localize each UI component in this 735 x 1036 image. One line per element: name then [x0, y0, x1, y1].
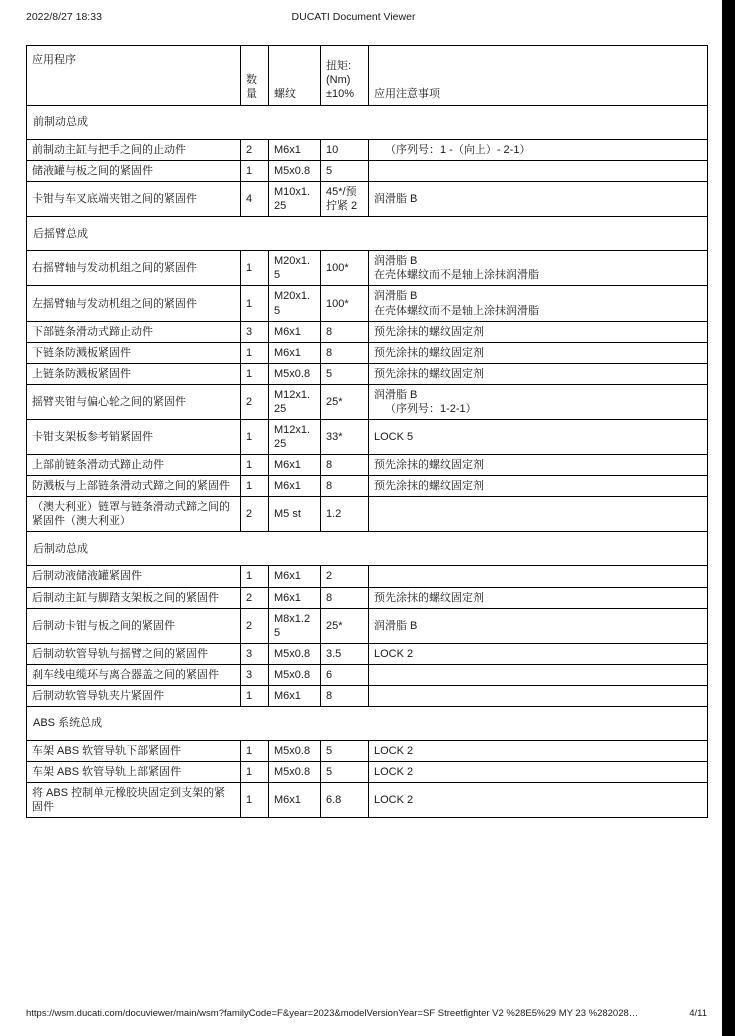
cell-quantity: 1	[241, 476, 269, 497]
column-header-torque	[321, 46, 369, 106]
column-header-quantity-line2: 量	[246, 87, 257, 100]
cell-notes-line1: 润滑脂 B	[374, 255, 418, 268]
table-row	[27, 476, 708, 497]
cell-application: 卡钳与车叉底端夹钳之间的紧固件	[27, 182, 241, 217]
cell-torque: 3.5	[321, 643, 369, 664]
cell-application: 左摇臂轴与发动机组之间的紧固件	[27, 286, 241, 321]
cell-torque: 8	[321, 342, 369, 363]
table-row	[27, 783, 708, 818]
cell-application: 后制动液储液罐紧固件	[27, 566, 241, 587]
cell-notes-line2: 在壳体螺纹而不是轴上涂抹润滑脂	[374, 269, 539, 282]
cell-notes-line1: LOCK 2	[374, 794, 414, 807]
table-row	[27, 286, 708, 321]
column-header-torque-line2: (Nm)	[326, 73, 351, 86]
cell-torque: 5	[321, 363, 369, 384]
table-row	[27, 497, 708, 532]
cell-torque: 6.8	[321, 783, 369, 818]
cell-torque: 8	[321, 321, 369, 342]
table-row	[27, 182, 708, 217]
cell-notes	[369, 321, 708, 342]
cell-quantity: 1	[241, 286, 269, 321]
cell-torque: 5	[321, 741, 369, 762]
cell-notes	[369, 140, 708, 161]
cell-application: 上链条防溅板紧固件	[27, 363, 241, 384]
cell-notes	[369, 587, 708, 608]
cell-quantity: 1	[241, 420, 269, 455]
cell-quantity: 1	[241, 363, 269, 384]
table-header-row	[27, 46, 708, 106]
cell-torque: 8	[321, 476, 369, 497]
table-section-row	[27, 217, 708, 251]
column-header-torque-line1: 扭矩:	[326, 59, 352, 72]
cell-torque: 25*	[321, 608, 369, 643]
torque-specification-table	[26, 45, 708, 818]
cell-application: 后制动软管导轨与摇臂之间的紧固件	[27, 643, 241, 664]
cell-notes-line1: 润滑脂 B	[374, 388, 418, 401]
cell-thread: M6x1	[269, 342, 321, 363]
table-row	[27, 251, 708, 286]
column-header-quantity-line1: 数	[246, 73, 257, 86]
table-row	[27, 363, 708, 384]
table-row	[27, 741, 708, 762]
cell-thread: M5x0.8	[269, 363, 321, 384]
cell-application: 卡钳支架板参考销紧固件	[27, 420, 241, 455]
cell-notes-line1: 预先涂抹的螺纹固定剂	[374, 591, 484, 604]
page-edge-gutter	[722, 0, 735, 1036]
cell-torque: 2	[321, 566, 369, 587]
cell-torque: 33*	[321, 420, 369, 455]
cell-thread: M8x1.25	[269, 608, 321, 643]
cell-application: 刹车线电缆环与离合器盖之间的紧固件	[27, 664, 241, 685]
cell-application: 摇臂夹钳与偏心轮之间的紧固件	[27, 384, 241, 419]
cell-notes-line1: 预先涂抹的螺纹固定剂	[374, 346, 484, 359]
cell-thread: M6x1	[269, 476, 321, 497]
table-row	[27, 587, 708, 608]
cell-quantity: 3	[241, 664, 269, 685]
column-header-notes: 应用注意事项	[369, 46, 708, 106]
cell-notes	[369, 664, 708, 685]
cell-application: 将 ABS 控制单元橡胶块固定到支架的紧固件	[27, 783, 241, 818]
cell-notes	[369, 685, 708, 706]
section-title: ABS 系统总成	[27, 707, 708, 741]
table-row	[27, 342, 708, 363]
cell-quantity: 2	[241, 608, 269, 643]
cell-notes	[369, 363, 708, 384]
print-date: 2022/8/27 18:33	[26, 11, 102, 23]
cell-torque: 5	[321, 762, 369, 783]
column-header-torque-line3: ±10%	[326, 87, 355, 100]
cell-application: 前制动主缸与把手之间的止动件	[27, 140, 241, 161]
cell-quantity: 2	[241, 140, 269, 161]
cell-torque: 1.2	[321, 497, 369, 532]
cell-quantity: 1	[241, 342, 269, 363]
cell-thread: M6x1	[269, 783, 321, 818]
cell-notes	[369, 643, 708, 664]
table-row	[27, 321, 708, 342]
cell-application: 后制动主缸与脚踏支架板之间的紧固件	[27, 587, 241, 608]
table-row	[27, 685, 708, 706]
cell-torque: 45*/预拧紧 2	[321, 182, 369, 217]
cell-application: 车架 ABS 软管导轨下部紧固件	[27, 741, 241, 762]
cell-application: 防溅板与上部链条滑动式蹄之间的紧固件	[27, 476, 241, 497]
cell-notes-line1: LOCK 2	[374, 766, 414, 779]
column-header-application: 应用程序	[27, 46, 241, 106]
cell-notes-line1: 预先涂抹的螺纹固定剂	[374, 480, 484, 493]
cell-notes-line1: 润滑脂 B	[374, 193, 418, 206]
table-row	[27, 384, 708, 419]
cell-application: 后制动卡钳与板之间的紧固件	[27, 608, 241, 643]
table-row	[27, 643, 708, 664]
cell-quantity: 3	[241, 643, 269, 664]
cell-application: 下部链条滑动式蹄止动件	[27, 321, 241, 342]
cell-thread: M20x1.5	[269, 286, 321, 321]
cell-notes	[369, 384, 708, 419]
cell-thread: M5x0.8	[269, 762, 321, 783]
cell-torque: 100*	[321, 286, 369, 321]
cell-quantity: 1	[241, 251, 269, 286]
print-header	[0, 11, 707, 25]
cell-notes	[369, 455, 708, 476]
cell-notes-line2: （序列号：1-2-1）	[385, 402, 477, 415]
cell-notes	[369, 420, 708, 455]
cell-quantity: 1	[241, 161, 269, 182]
cell-notes	[369, 286, 708, 321]
cell-quantity: 2	[241, 384, 269, 419]
table-row	[27, 455, 708, 476]
cell-quantity: 1	[241, 783, 269, 818]
cell-torque: 8	[321, 685, 369, 706]
table-row	[27, 140, 708, 161]
cell-notes	[369, 182, 708, 217]
print-footer	[26, 1008, 707, 1024]
cell-notes	[369, 762, 708, 783]
cell-application: 储液罐与板之间的紧固件	[27, 161, 241, 182]
cell-quantity: 1	[241, 455, 269, 476]
cell-thread: M6x1	[269, 455, 321, 476]
cell-torque: 25*	[321, 384, 369, 419]
cell-quantity: 1	[241, 566, 269, 587]
section-title: 后制动总成	[27, 532, 708, 566]
table-section-row	[27, 532, 708, 566]
table-row	[27, 664, 708, 685]
section-title: 后摇臂总成	[27, 217, 708, 251]
cell-notes-line1: LOCK 5	[374, 431, 414, 444]
column-header-quantity	[241, 46, 269, 106]
table-row	[27, 608, 708, 643]
cell-thread: M6x1	[269, 587, 321, 608]
cell-notes	[369, 251, 708, 286]
cell-application: 下链条防溅板紧固件	[27, 342, 241, 363]
cell-torque: 8	[321, 587, 369, 608]
cell-notes-line1: 预先涂抹的螺纹固定剂	[374, 367, 484, 380]
print-footer-page-number: 4/11	[689, 1008, 707, 1019]
cell-quantity: 1	[241, 741, 269, 762]
cell-torque: 6	[321, 664, 369, 685]
cell-notes	[369, 476, 708, 497]
print-footer-url: https://wsm.ducati.com/docuviewer/main/wsm?familyCode=F&year=2023&modelVersionYear=SF Streetfighter V2 %28E5%29 MY 23 %282028…	[26, 1008, 639, 1019]
cell-notes	[369, 783, 708, 818]
cell-notes-line1: 润滑脂 B	[374, 619, 418, 632]
torque-specification-table-wrapper	[26, 45, 707, 818]
cell-thread: M5x0.8	[269, 741, 321, 762]
cell-thread: M5x0.8	[269, 664, 321, 685]
cell-torque: 10	[321, 140, 369, 161]
cell-torque: 8	[321, 455, 369, 476]
cell-application: 右摇臂轴与发动机组之间的紧固件	[27, 251, 241, 286]
cell-notes-line1: 润滑脂 B	[374, 290, 418, 303]
cell-notes	[369, 161, 708, 182]
cell-quantity: 3	[241, 321, 269, 342]
cell-notes	[369, 342, 708, 363]
section-title: 前制动总成	[27, 106, 708, 140]
cell-thread: M6x1	[269, 566, 321, 587]
table-row	[27, 566, 708, 587]
cell-thread: M6x1	[269, 321, 321, 342]
cell-notes	[369, 566, 708, 587]
cell-thread: M5x0.8	[269, 643, 321, 664]
cell-quantity: 1	[241, 685, 269, 706]
cell-quantity: 4	[241, 182, 269, 217]
cell-thread: M10x1.25	[269, 182, 321, 217]
cell-torque: 100*	[321, 251, 369, 286]
table-row	[27, 420, 708, 455]
cell-application: 后制动软管导轨夹片紧固件	[27, 685, 241, 706]
cell-thread: M6x1	[269, 685, 321, 706]
column-header-thread: 螺纹	[269, 46, 321, 106]
table-section-row	[27, 707, 708, 741]
cell-notes	[369, 741, 708, 762]
cell-thread: M20x1.5	[269, 251, 321, 286]
cell-notes-line1: 预先涂抹的螺纹固定剂	[374, 325, 484, 338]
table-section-row	[27, 106, 708, 140]
cell-notes-line2: 在壳体螺纹而不是轴上涂抹润滑脂	[374, 304, 539, 317]
cell-application: 车架 ABS 软管导轨上部紧固件	[27, 762, 241, 783]
cell-thread: M12x1.25	[269, 420, 321, 455]
cell-thread: M5 st	[269, 497, 321, 532]
cell-quantity: 1	[241, 762, 269, 783]
cell-thread: M6x1	[269, 140, 321, 161]
table-row	[27, 762, 708, 783]
cell-notes-line1: LOCK 2	[374, 745, 414, 758]
cell-thread: M12x1.25	[269, 384, 321, 419]
cell-application: 上部前链条滑动式蹄止动件	[27, 455, 241, 476]
cell-notes	[369, 608, 708, 643]
cell-torque: 5	[321, 161, 369, 182]
cell-notes-line1: 预先涂抹的螺纹固定剂	[374, 459, 484, 472]
cell-notes-line1: LOCK 2	[374, 647, 414, 660]
cell-quantity: 2	[241, 587, 269, 608]
table-row	[27, 161, 708, 182]
cell-quantity: 2	[241, 497, 269, 532]
cell-notes	[369, 497, 708, 532]
cell-notes-line1: （序列号：1 -（向上）- 2-1）	[385, 144, 531, 156]
cell-application: （澳大利亚）链罩与链条滑动式蹄之间的紧固件（澳大利亚）	[27, 497, 241, 532]
print-title: DUCATI Document Viewer	[291, 11, 416, 23]
cell-thread: M5x0.8	[269, 161, 321, 182]
